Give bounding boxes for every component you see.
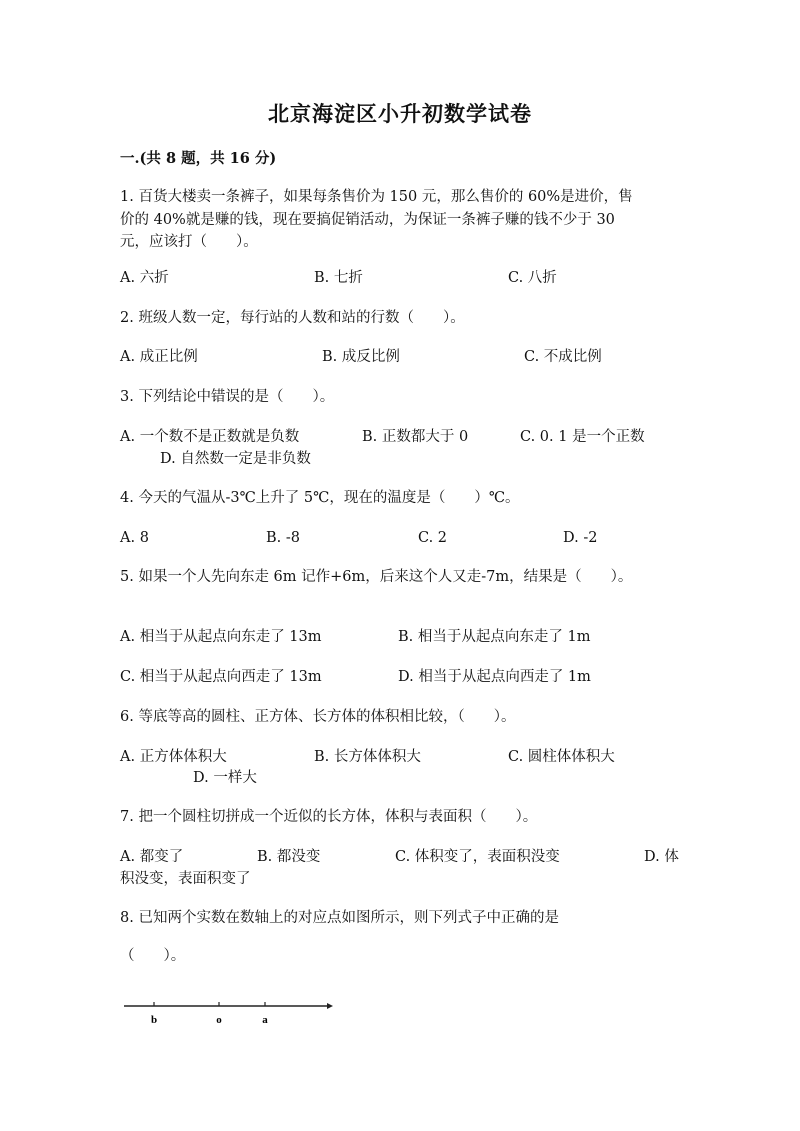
q1-stem-line-2: 价的 40%就是赚的钱，现在要搞促销活动，为保证一条裤子赚的钱不少于 30 — [120, 212, 615, 228]
q2-option-b: B. 成反比例 — [322, 349, 400, 365]
q3-option-a: A. 一个数不是正数就是负数 — [120, 429, 300, 445]
q3-stem: 3. 下列结论中错误的是（ ）。 — [120, 389, 335, 405]
q3-option-d: D. 自然数一定是非负数 — [160, 451, 311, 467]
q7-option-d: D. 体 — [644, 849, 679, 865]
q7-stem: 7. 把一个圆柱切拼成一个近似的长方体，体积与表面积（ ）。 — [120, 809, 538, 825]
q7-option-c: C. 体积变了，表面积没变 — [395, 849, 560, 865]
q5-option-c: C. 相当于从起点向西走了 13m — [120, 669, 322, 685]
q6-stem: 6. 等底等高的圆柱、正方体、长方体的体积相比较，（ ）。 — [120, 709, 516, 725]
q4-stem: 4. 今天的气温从-3℃上升了 5℃，现在的温度是（ ）℃。 — [120, 490, 520, 506]
q2-stem: 2. 班级人数一定，每行站的人数和站的行数（ ）。 — [120, 310, 465, 326]
q2-option-c: C. 不成比例 — [524, 349, 602, 365]
q2-option-a: A. 成正比例 — [120, 349, 198, 365]
number-line-arrow — [327, 1003, 333, 1009]
q6-option-c: C. 圆柱体体积大 — [508, 749, 615, 765]
q6-option-b: B. 长方体体积大 — [314, 749, 421, 765]
q1-stem-line-3: 元，应该打（ ）。 — [120, 234, 258, 250]
q5-option-b: B. 相当于从起点向东走了 1m — [398, 629, 591, 645]
q7-option-d-continued: 积没变，表面积变了 — [120, 871, 251, 887]
label-a: a — [262, 1014, 268, 1026]
q6-option-d: D. 一样大 — [193, 770, 257, 786]
q5-stem: 5. 如果一个人先向东走 6m 记作+6m，后来这个人又走-7m，结果是（ ）。 — [120, 569, 633, 585]
exam-title: 北京海淀区小升初数学试卷 — [268, 101, 532, 126]
q7-option-a: A. 都变了 — [120, 849, 184, 865]
q6-option-a: A. 正方体体积大 — [120, 749, 227, 765]
section-heading: 一.(共 8 题，共 16 分) — [120, 150, 277, 167]
q1-option-b: B. 七折 — [314, 270, 363, 286]
q1-option-a: A. 六折 — [120, 270, 169, 286]
q4-option-c: C. 2 — [418, 530, 448, 546]
q8-stem-line-1: 8. 已知两个实数在数轴上的对应点如图所示，则下列式子中正确的是 — [120, 910, 559, 926]
number-line-figure — [120, 998, 335, 1028]
label-o: o — [216, 1014, 222, 1026]
q4-option-b: B. -8 — [266, 530, 300, 546]
q3-option-b: B. 正数都大于 0 — [362, 429, 469, 445]
q8-stem-line-2: （ ）。 — [120, 948, 186, 964]
q4-option-d: D. -2 — [563, 530, 598, 546]
q5-option-d: D. 相当于从起点向西走了 1m — [398, 669, 591, 685]
q1-stem-line-1: 1. 百货大楼卖一条裤子，如果每条售价为 150 元，那么售价的 60%是进价，售 — [120, 189, 633, 205]
q4-option-a: A. 8 — [120, 530, 149, 546]
q3-option-c: C. 0. 1 是一个正数 — [520, 429, 645, 445]
q7-option-b: B. 都没变 — [257, 849, 321, 865]
label-b: b — [150, 1014, 158, 1026]
q5-option-a: A. 相当于从起点向东走了 13m — [120, 629, 322, 645]
q1-option-c: C. 八折 — [508, 270, 557, 286]
